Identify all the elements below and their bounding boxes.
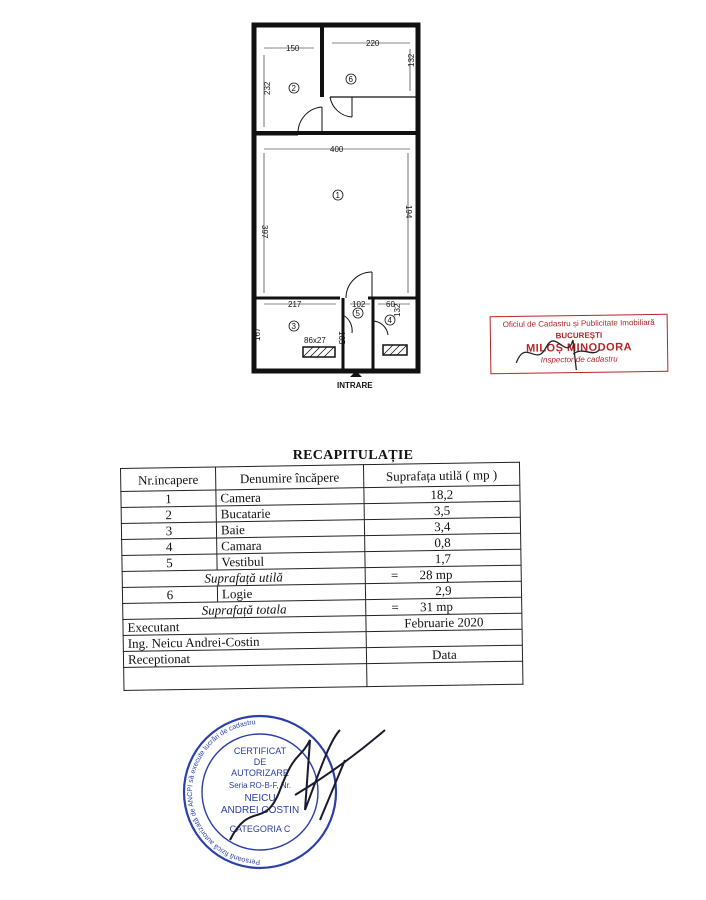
total-area-value: 31 mp bbox=[419, 598, 454, 615]
room-number: 6 bbox=[348, 75, 353, 84]
entrance-label: INTRARE bbox=[337, 381, 373, 390]
recap-table bbox=[120, 462, 523, 691]
room-number: 3 bbox=[291, 322, 296, 331]
cadastru-stamp bbox=[490, 314, 669, 374]
executant-label: Executant bbox=[123, 616, 366, 636]
room-number: 2 bbox=[291, 84, 296, 93]
stamp-line: CATEGORIA C bbox=[229, 824, 291, 834]
stamp-office: Oficiul de Cadastru și Publicitate Imobiliară bbox=[502, 317, 655, 330]
dim-label: 167 bbox=[253, 327, 262, 341]
stamp-city: BUCUREȘTI bbox=[555, 330, 603, 341]
executant-date: Februarie 2020 bbox=[366, 613, 522, 631]
dim-label: 102 bbox=[352, 300, 366, 309]
dim-label: 194 bbox=[404, 205, 413, 219]
dim-label: 132 bbox=[393, 303, 402, 317]
total-area-row: Suprafață totala = 31 mp bbox=[123, 597, 522, 619]
stamp-line: ANDREI COSTIN bbox=[220, 805, 300, 816]
door-arc bbox=[330, 97, 352, 117]
stamp-role: Inspector de cadastru bbox=[540, 354, 618, 365]
dim-label: 165 bbox=[337, 331, 346, 345]
stamp-ring-text: Persoană fizică autorizată de ANCPI să execute lucrări de cadastru bbox=[187, 719, 261, 866]
header-name: Denumire încăpere bbox=[215, 465, 363, 490]
dim-label: 150 bbox=[286, 44, 300, 53]
door-arc bbox=[346, 272, 372, 298]
dim-label: 60 bbox=[386, 300, 395, 309]
room-number: 5 bbox=[355, 309, 360, 318]
stamp-line: AUTORIZARE bbox=[231, 768, 289, 778]
header-area: Suprafața utilă ( mp ) bbox=[363, 462, 520, 487]
engineer-name: Ing. Neicu Andrei-Costin bbox=[123, 632, 366, 652]
useful-area-value: 28 mp bbox=[419, 566, 453, 583]
useful-area-label: Suprafață utilă bbox=[122, 568, 365, 588]
header-nr: Nr.incapere bbox=[121, 467, 216, 491]
total-area-label: Suprafață totala bbox=[123, 600, 366, 620]
stamp-line: Seria RO-B-F, Nr. bbox=[228, 781, 292, 790]
stamp-line: NEICU bbox=[244, 793, 276, 804]
receptionat-label: Receptionat bbox=[123, 648, 366, 668]
useful-area-row: Suprafață utilă = 28 mp bbox=[122, 565, 521, 587]
table-row: 3 Baie 3,4 bbox=[121, 517, 520, 539]
table-row: 6 Logie 2,9 bbox=[122, 581, 521, 603]
floor-plan bbox=[240, 15, 440, 390]
dim-label: 397 bbox=[260, 225, 269, 239]
signature-icon bbox=[511, 332, 602, 373]
dim-label: 86x27 bbox=[304, 336, 326, 345]
dim-label: 220 bbox=[366, 39, 380, 48]
authorization-stamp bbox=[170, 700, 400, 880]
dim-label: 132 bbox=[407, 53, 416, 67]
stamp-line: DE bbox=[253, 757, 267, 767]
dim-label: 217 bbox=[288, 300, 302, 309]
table-row: 1 Camera 18,2 bbox=[121, 485, 520, 507]
door-arc bbox=[298, 107, 322, 133]
dim-label: 232 bbox=[263, 81, 272, 95]
room-number: 1 bbox=[335, 191, 340, 200]
recap-title: RECAPITULAȚIE bbox=[292, 448, 414, 463]
room-number: 4 bbox=[387, 316, 392, 325]
table-row: 5 Vestibul 1,7 bbox=[122, 549, 521, 571]
data-label: Data bbox=[366, 645, 522, 663]
table-row: 4 Camara 0,8 bbox=[122, 533, 521, 555]
dim-label: 400 bbox=[330, 145, 344, 154]
stamp-inspector-name: MILOȘ MINODORA bbox=[525, 341, 633, 355]
table-row: 2 Bucatarie 3,5 bbox=[121, 501, 520, 523]
stamp-line: CERTIFICAT bbox=[233, 746, 287, 756]
